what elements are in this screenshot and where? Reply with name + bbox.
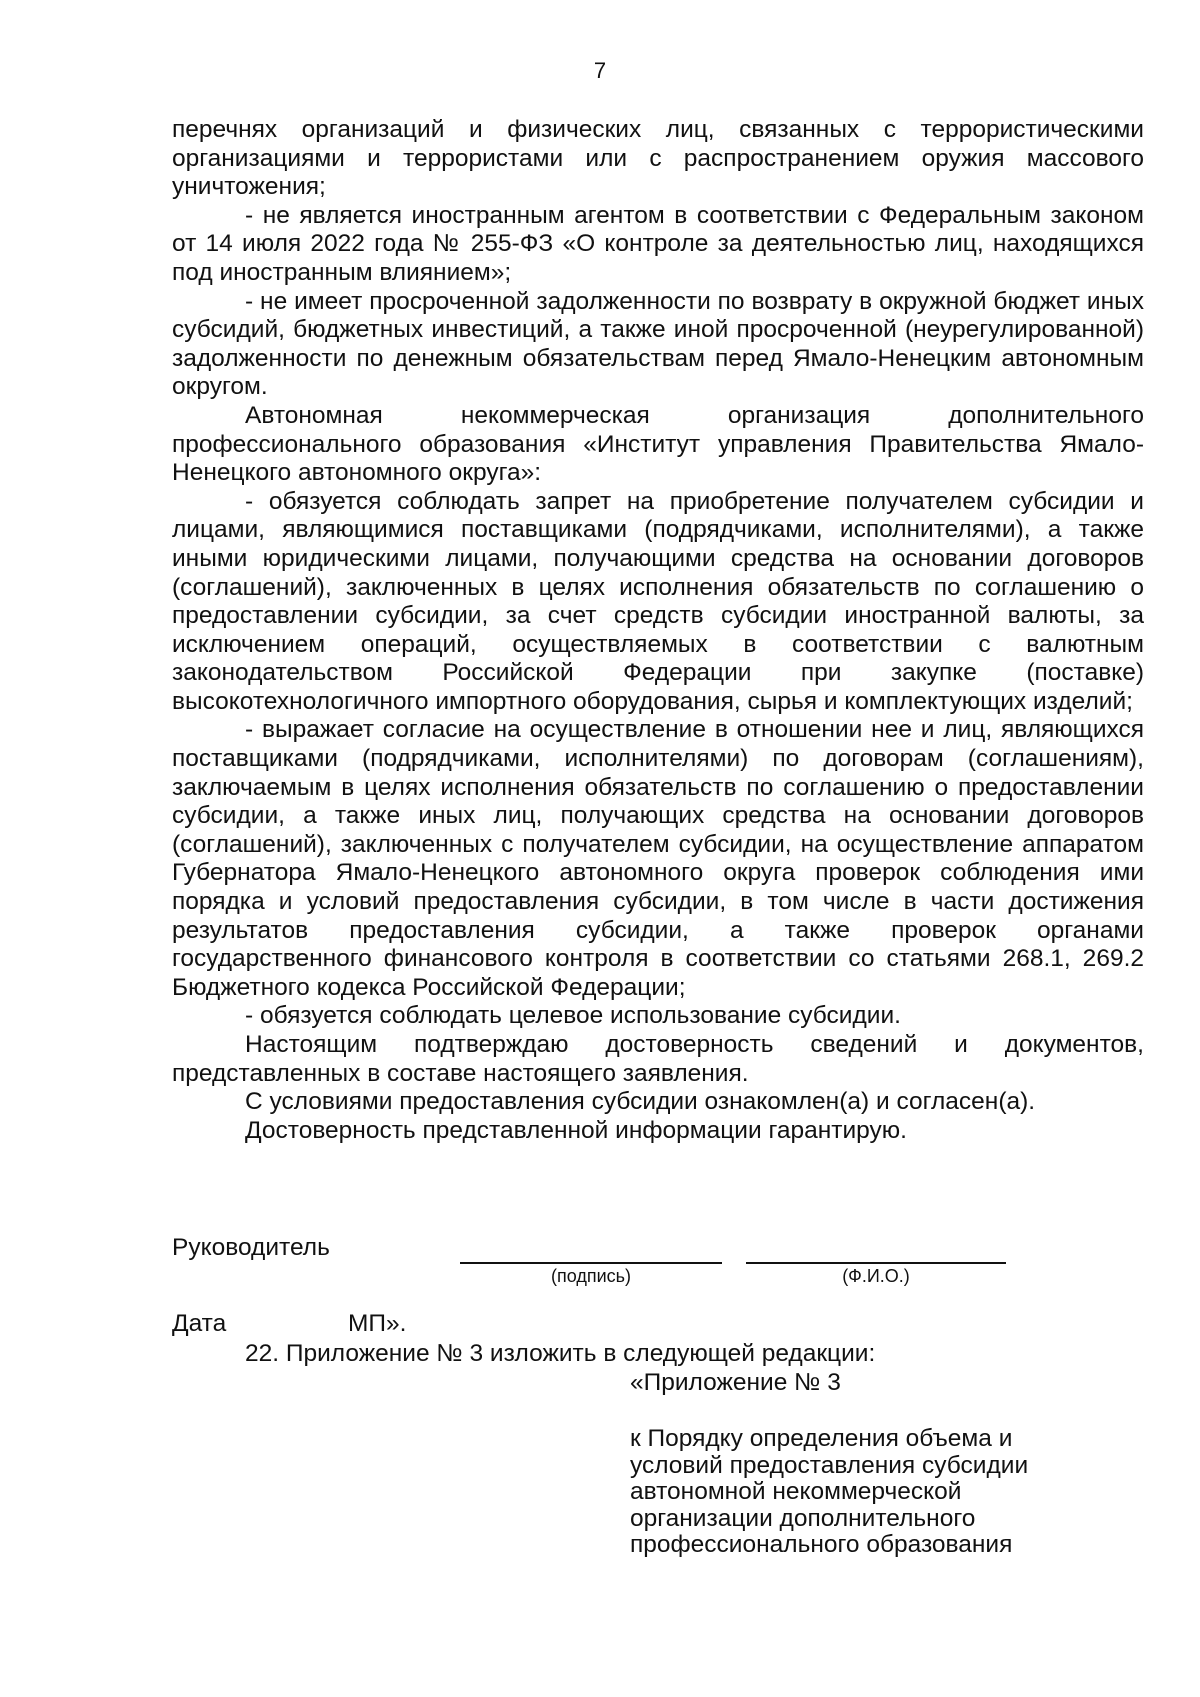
- signature-line: [460, 1262, 722, 1264]
- appendix-heading: [630, 1426, 1100, 1559]
- paragraph: - не имеет просроченной задолженности по возврату в окружной бюджет иных субсидий, бюджетных инвестиций, а также иной просроченной (неурегулированной) задолженности по денежным обязательствам перед Ямало-Ненецким автономным округом.: [172, 287, 1144, 401]
- paragraph: - выражает согласие на осуществление в отношении нее и лиц, являющихся поставщиками (подрядчиками, исполнителями) по договорам (соглашениям), заключаемым в целях исполнения обязательств по соглашению о предоставлении субсидии, а также иных лиц, получающих средства на основании договоров (соглашений), заключенных с получателем субсидии, на осуществление аппаратом Губернатора Ямало-Ненецкого автономного округа проверок соблюдения ими порядка и условий предоставления субсидии, в том числе в части достижения результатов предоставления субсидии, а также проверок органами государственного финансового контроля в соответствии со статьями 268.1, 269.2 Бюджетного кодекса Российской Федерации;: [172, 716, 1144, 1001]
- paragraph: - обязуется соблюдать целевое использование субсидии.: [245, 1002, 901, 1030]
- appendix-title: «Приложение № 3: [630, 1369, 841, 1396]
- appendix-line: к Порядку определения объема и: [630, 1425, 1013, 1452]
- appendix-line: организации дополнительного: [630, 1504, 976, 1532]
- paragraph: - не является иностранным агентом в соответствии с Федеральным законом от 14 июля 2022 года № 255-ФЗ «О контроле за деятельностью лиц, находящихся под иностранным влиянием»;: [172, 201, 1144, 286]
- date-row: [172, 1310, 407, 1338]
- name-caption: (Ф.И.О.): [842, 1266, 910, 1286]
- appendix-line: условий предоставления субсидии: [630, 1451, 1029, 1479]
- amendment-item: 22. Приложение № 3 изложить в следующей редакции:: [245, 1340, 876, 1367]
- paragraph: перечнях организаций и физических лиц, связанных с террористическими организациями и террористами или с распространением оружия массового уничтожения;: [172, 116, 1144, 201]
- paragraph: Достоверность представленной информации гарантирую.: [245, 1116, 907, 1144]
- paragraph: С условиями предоставления субсидии ознакомлен(а) и согласен(а).: [245, 1088, 1036, 1116]
- document-body: [172, 116, 1144, 1145]
- name-line: [746, 1262, 1006, 1264]
- paragraph: Автономная некоммерческая организация дополнительного профессионального образования «Институт управления Правительства Ямало-Ненецкого автономного округа»:: [172, 401, 1144, 487]
- paragraph: Настоящим подтверждаю достоверность сведений и документов, представленных в составе настоящего заявления.: [172, 1031, 1144, 1087]
- signatory-label: Руководитель: [172, 1234, 330, 1261]
- paragraph: - обязуется соблюдать запрет на приобретение получателем субсидии и лицами, являющимися поставщиками (подрядчиками, исполнителями), а также иными юридическими лицами, получающими средства на основании договоров (соглашений), заключенных в целях исполнения обязательств по соглашению о предоставлении субсидии, за счет средств субсидии иностранной валюты, за исключением операций, осуществляемых в соответствии с валютным законодательством Российской Федерации при закупке (поставке) высокотехнологичного импортного оборудования, сырья и комплектующих изделий;: [172, 487, 1144, 715]
- appendix-line: профессионального образования: [630, 1531, 1013, 1558]
- date-label: Дата: [172, 1310, 227, 1337]
- stamp-place-label: МП».: [348, 1310, 407, 1337]
- signature-block: [172, 1234, 1072, 1294]
- signature-caption: (подпись): [550, 1266, 632, 1286]
- appendix-line: автономной некоммерческой: [630, 1478, 962, 1505]
- page-number: 7: [593, 58, 607, 83]
